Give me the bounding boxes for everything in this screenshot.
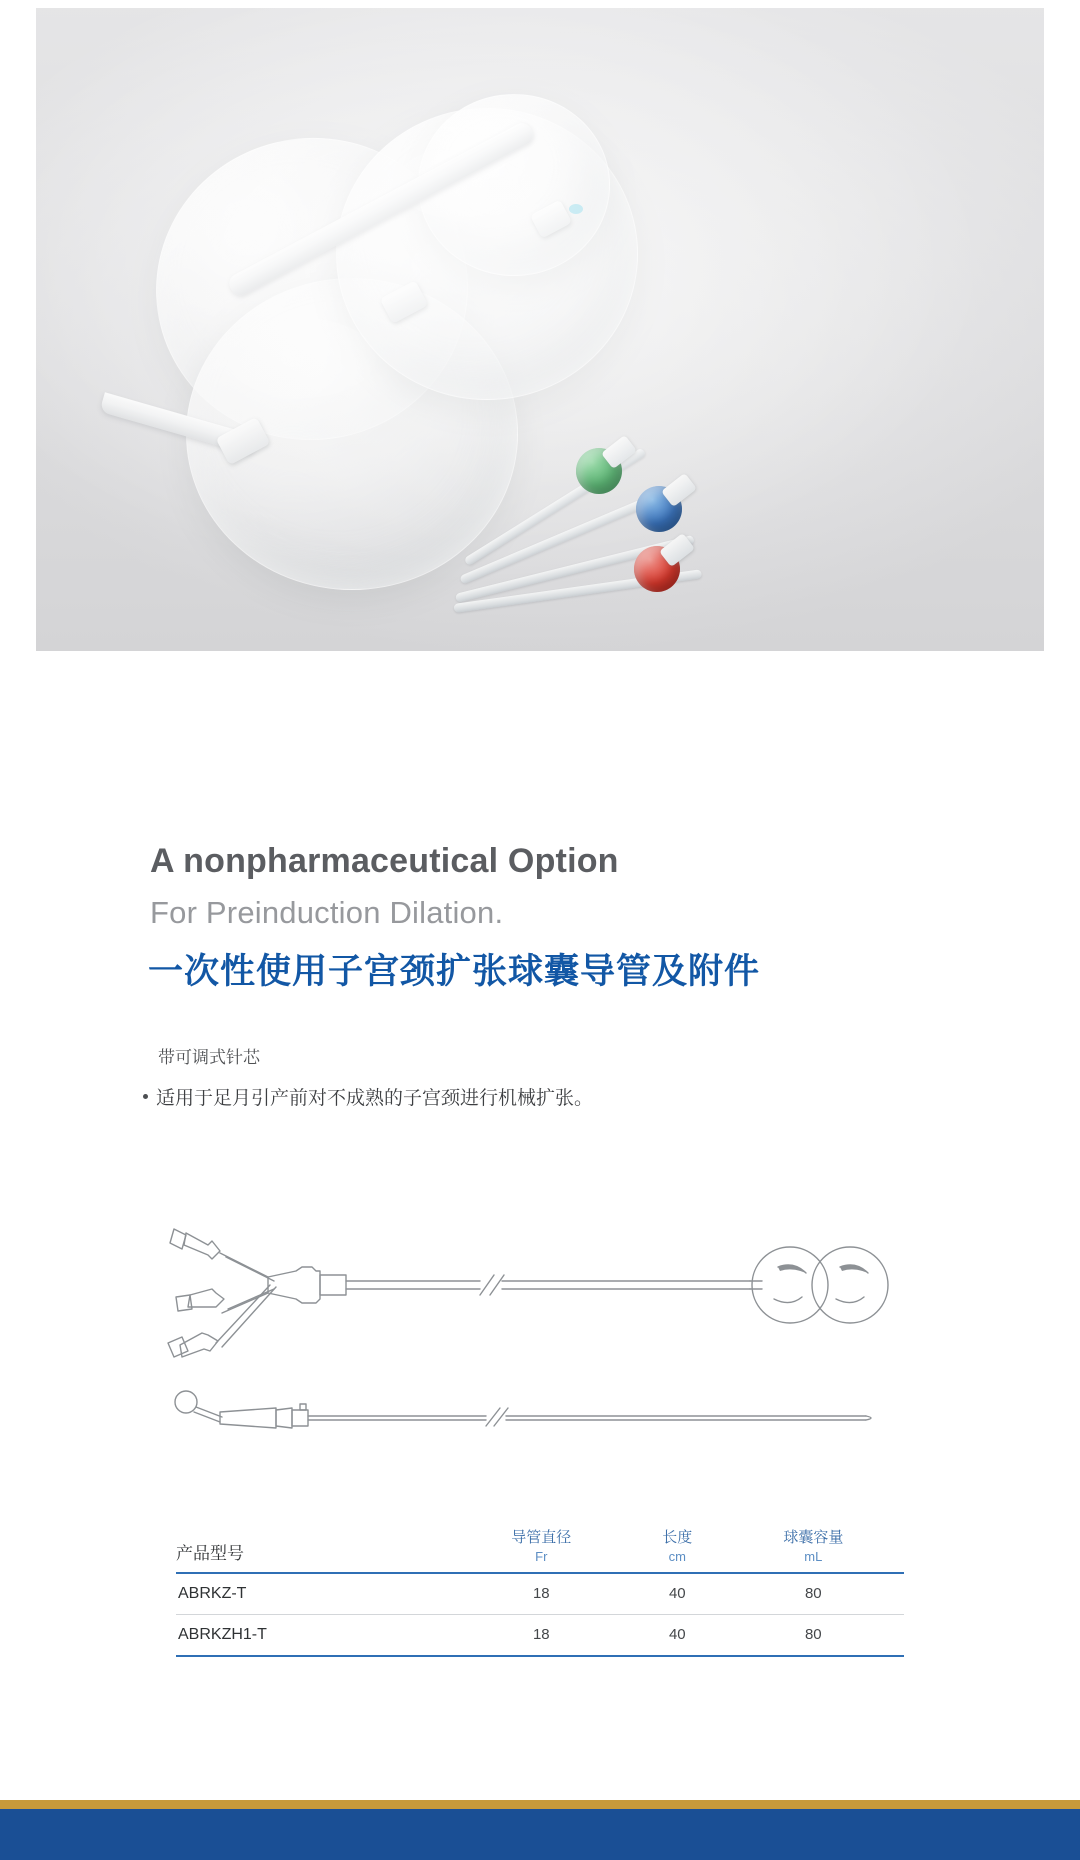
spec-table-head — [176, 1528, 904, 1573]
indication-text: 适用于足月引产前对不成熟的子宫颈进行机械扩张。 — [156, 1088, 594, 1109]
headline-english-secondary: For Preinduction Dilation. — [150, 895, 504, 930]
table-row — [176, 1573, 904, 1615]
cell-volume: 80 — [723, 1614, 904, 1656]
col-header-volume — [723, 1528, 904, 1573]
indication-bullet — [143, 1083, 593, 1110]
cell-volume: 80 — [723, 1573, 904, 1615]
footer-brand-bar — [0, 1809, 1080, 1860]
bullet-dot-icon — [143, 1094, 148, 1099]
stylet-diagram — [150, 1360, 910, 1480]
table-row — [176, 1614, 904, 1656]
cell-model: ABRKZH1-T — [176, 1614, 451, 1656]
specification-table — [176, 1528, 904, 1657]
spec-header-row — [176, 1528, 904, 1573]
spec-table — [176, 1528, 904, 1657]
photo-vignette — [36, 8, 1044, 651]
subtitle-note: 带可调式针芯 — [158, 1048, 260, 1067]
cell-diameter: 18 — [451, 1614, 632, 1656]
col-header-length-label: 长度 — [662, 1529, 693, 1546]
col-header-length-unit: cm — [668, 1549, 686, 1565]
col-header-volume-label: 球囊容量 — [783, 1529, 844, 1546]
col-header-diameter-label: 导管直径 — [511, 1529, 572, 1546]
cell-length: 40 — [632, 1573, 723, 1615]
col-header-volume-unit: mL — [804, 1549, 823, 1565]
cell-length: 40 — [632, 1614, 723, 1656]
footer-accent-bar — [0, 1800, 1080, 1809]
product-photo — [36, 8, 1044, 651]
spec-table-body — [176, 1573, 904, 1656]
col-header-diameter — [451, 1528, 632, 1573]
stylet-diagram-svg — [150, 1360, 910, 1480]
col-header-length — [632, 1528, 723, 1573]
cell-model: ABRKZ-T — [176, 1573, 451, 1615]
headline-english-primary: A nonpharmaceutical Option — [150, 842, 619, 880]
col-header-diameter-unit: Fr — [535, 1549, 548, 1565]
col-header-model — [176, 1528, 451, 1573]
headline-chinese: 一次性使用子宫颈扩张球囊导管及附件 — [148, 952, 761, 991]
col-header-model-label: 产品型号 — [176, 1543, 244, 1563]
cell-diameter: 18 — [451, 1573, 632, 1615]
